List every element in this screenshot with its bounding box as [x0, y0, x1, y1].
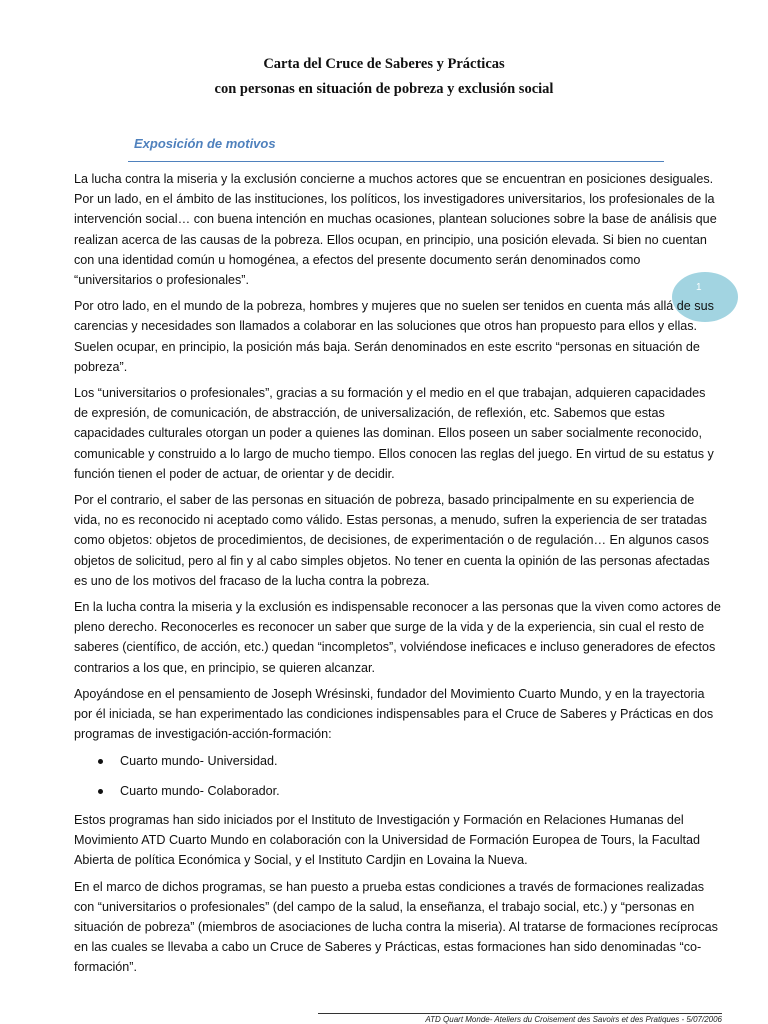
paragraph: Los “universitarios o profesionales”, gracias a su formación y el medio en el que trabajan, adquieren capacidades de expresión, de comunicación, de abstracción, de universalización, de reflexión, etc. Sabemos que estas capacidades culturales otorgan un poder a quienes las dominan. Ellos poseen un saber socialmente reconocido, comunicable y construido a lo largo de mucho tiempo. Ellos conocen las reglas del juego. En virtud de su estatus y función tienen el poder de actuar, de orientar y de decidir.: [74, 386, 714, 481]
list-item-text: Cuarto mundo- Colaborador.: [120, 783, 280, 798]
document-subtitle: con personas en situación de pobreza y exclusión social: [214, 81, 554, 97]
section-heading: Exposición de motivos: [134, 136, 276, 151]
paragraph: La lucha contra la miseria y la exclusión concierne a muchos actores que se encuentran en posiciones desiguales. Por un lado, en el ámbito de las instituciones, los políticos, los investigadores universitarios, los profesionales de la intervención social… con buena intención en muchas ocasiones, plantean soluciones sobre la base de análisis que realizan acerca de las causas de la pobreza. Ellos ocupan, en principio, una posición elevada. Si bien no cuentan con una identidad común u homogénea, a efectos del presente documento serán denominados como “universitarios o profesionales”.: [74, 172, 717, 288]
page-footer: ATD Quart Monde- Ateliers du Croisement des Savoirs et des Pratiques - 5/07/2006: [425, 1015, 722, 1024]
document-title: Carta del Cruce de Saberes y Prácticas: [263, 56, 505, 72]
paragraph: Por otro lado, en el mundo de la pobreza, hombres y mujeres que no suelen ser tenidos en cuenta más allá de sus carencias y necesidades son llamados a colaborar en las soluciones que otros han propuesto para ellos y ellas. Suelen ocupar, en principio, la posición más baja. Serán denominados en este escrito “personas en situación de pobreza”.: [74, 299, 714, 374]
list-item: [74, 751, 722, 771]
list-item: [74, 781, 722, 801]
section-heading-rule: [128, 161, 664, 162]
paragraph: En la lucha contra la miseria y la exclusión es indispensable reconocer a las personas que la viven como actores de pleno derecho. Reconocerles es reconocer un saber que surge de la vida y de la experiencia, sin cual el resto de saberes (científico, de acción, etc.) quedan “incompletos”, volviéndose ineficaces e incluso generadores de efectos contrarios a los que, en principio, se quieren alcanzar.: [74, 600, 721, 675]
paragraph: Estos programas han sido iniciados por el Instituto de Investigación y Formación en Relaciones Humanas del Movimiento ATD Cuarto Mundo en colaboración con la Universidad de Formación Europea de Tours, la Facultad Abierta de política Económica y Social, y el Instituto Cardjin en Lovaina la Nueva.: [74, 812, 701, 868]
page-number: 1: [696, 282, 702, 293]
paragraph: En el marco de dichos programas, se han puesto a prueba estas condiciones a través de formaciones realizadas con “universitarios o profesionales” (del campo de la salud, la enseñanza, el trabajo social, etc.) y “personas en situación de pobreza” (miembros de asociaciones de lucha contra la miseria). Al tratarse de formaciones recíprocas en las cuales se llevaba a cabo un Cruce de Saberes y Prácticas, estas formaciones han sido denominadas “co-formación”.: [74, 879, 718, 975]
bullet-list: [74, 751, 722, 800]
document-body: [74, 169, 722, 984]
footer-rule: [318, 1013, 722, 1014]
bullet-icon: [98, 789, 103, 794]
paragraph: Apoyándose en el pensamiento de Joseph Wrésinski, fundador del Movimiento Cuarto Mundo, y en la trayectoria por él iniciada, se han experimentado las condiciones indispensables para el Cruce de Saberes y Prácticas en dos programas de investigación-acción-formación:: [74, 686, 714, 742]
bullet-icon: [98, 759, 103, 764]
list-item-text: Cuarto mundo- Universidad.: [120, 754, 278, 769]
paragraph: Por el contrario, el saber de las personas en situación de pobreza, basado principalmente en su experiencia de vida, no es reconocido ni aceptado como válido. Estas personas, a menudo, sufren la experiencia de ser tratadas como objetos: objetos de procedimientos, de decisiones, de experimentación o de regulación… En algunos casos objetos de solicitud, pero al fin y al cabo simples objetos. No tener en cuenta la opinión de las personas afectadas es uno de los motivos del fracaso de la lucha contra la pobreza.: [74, 493, 710, 588]
